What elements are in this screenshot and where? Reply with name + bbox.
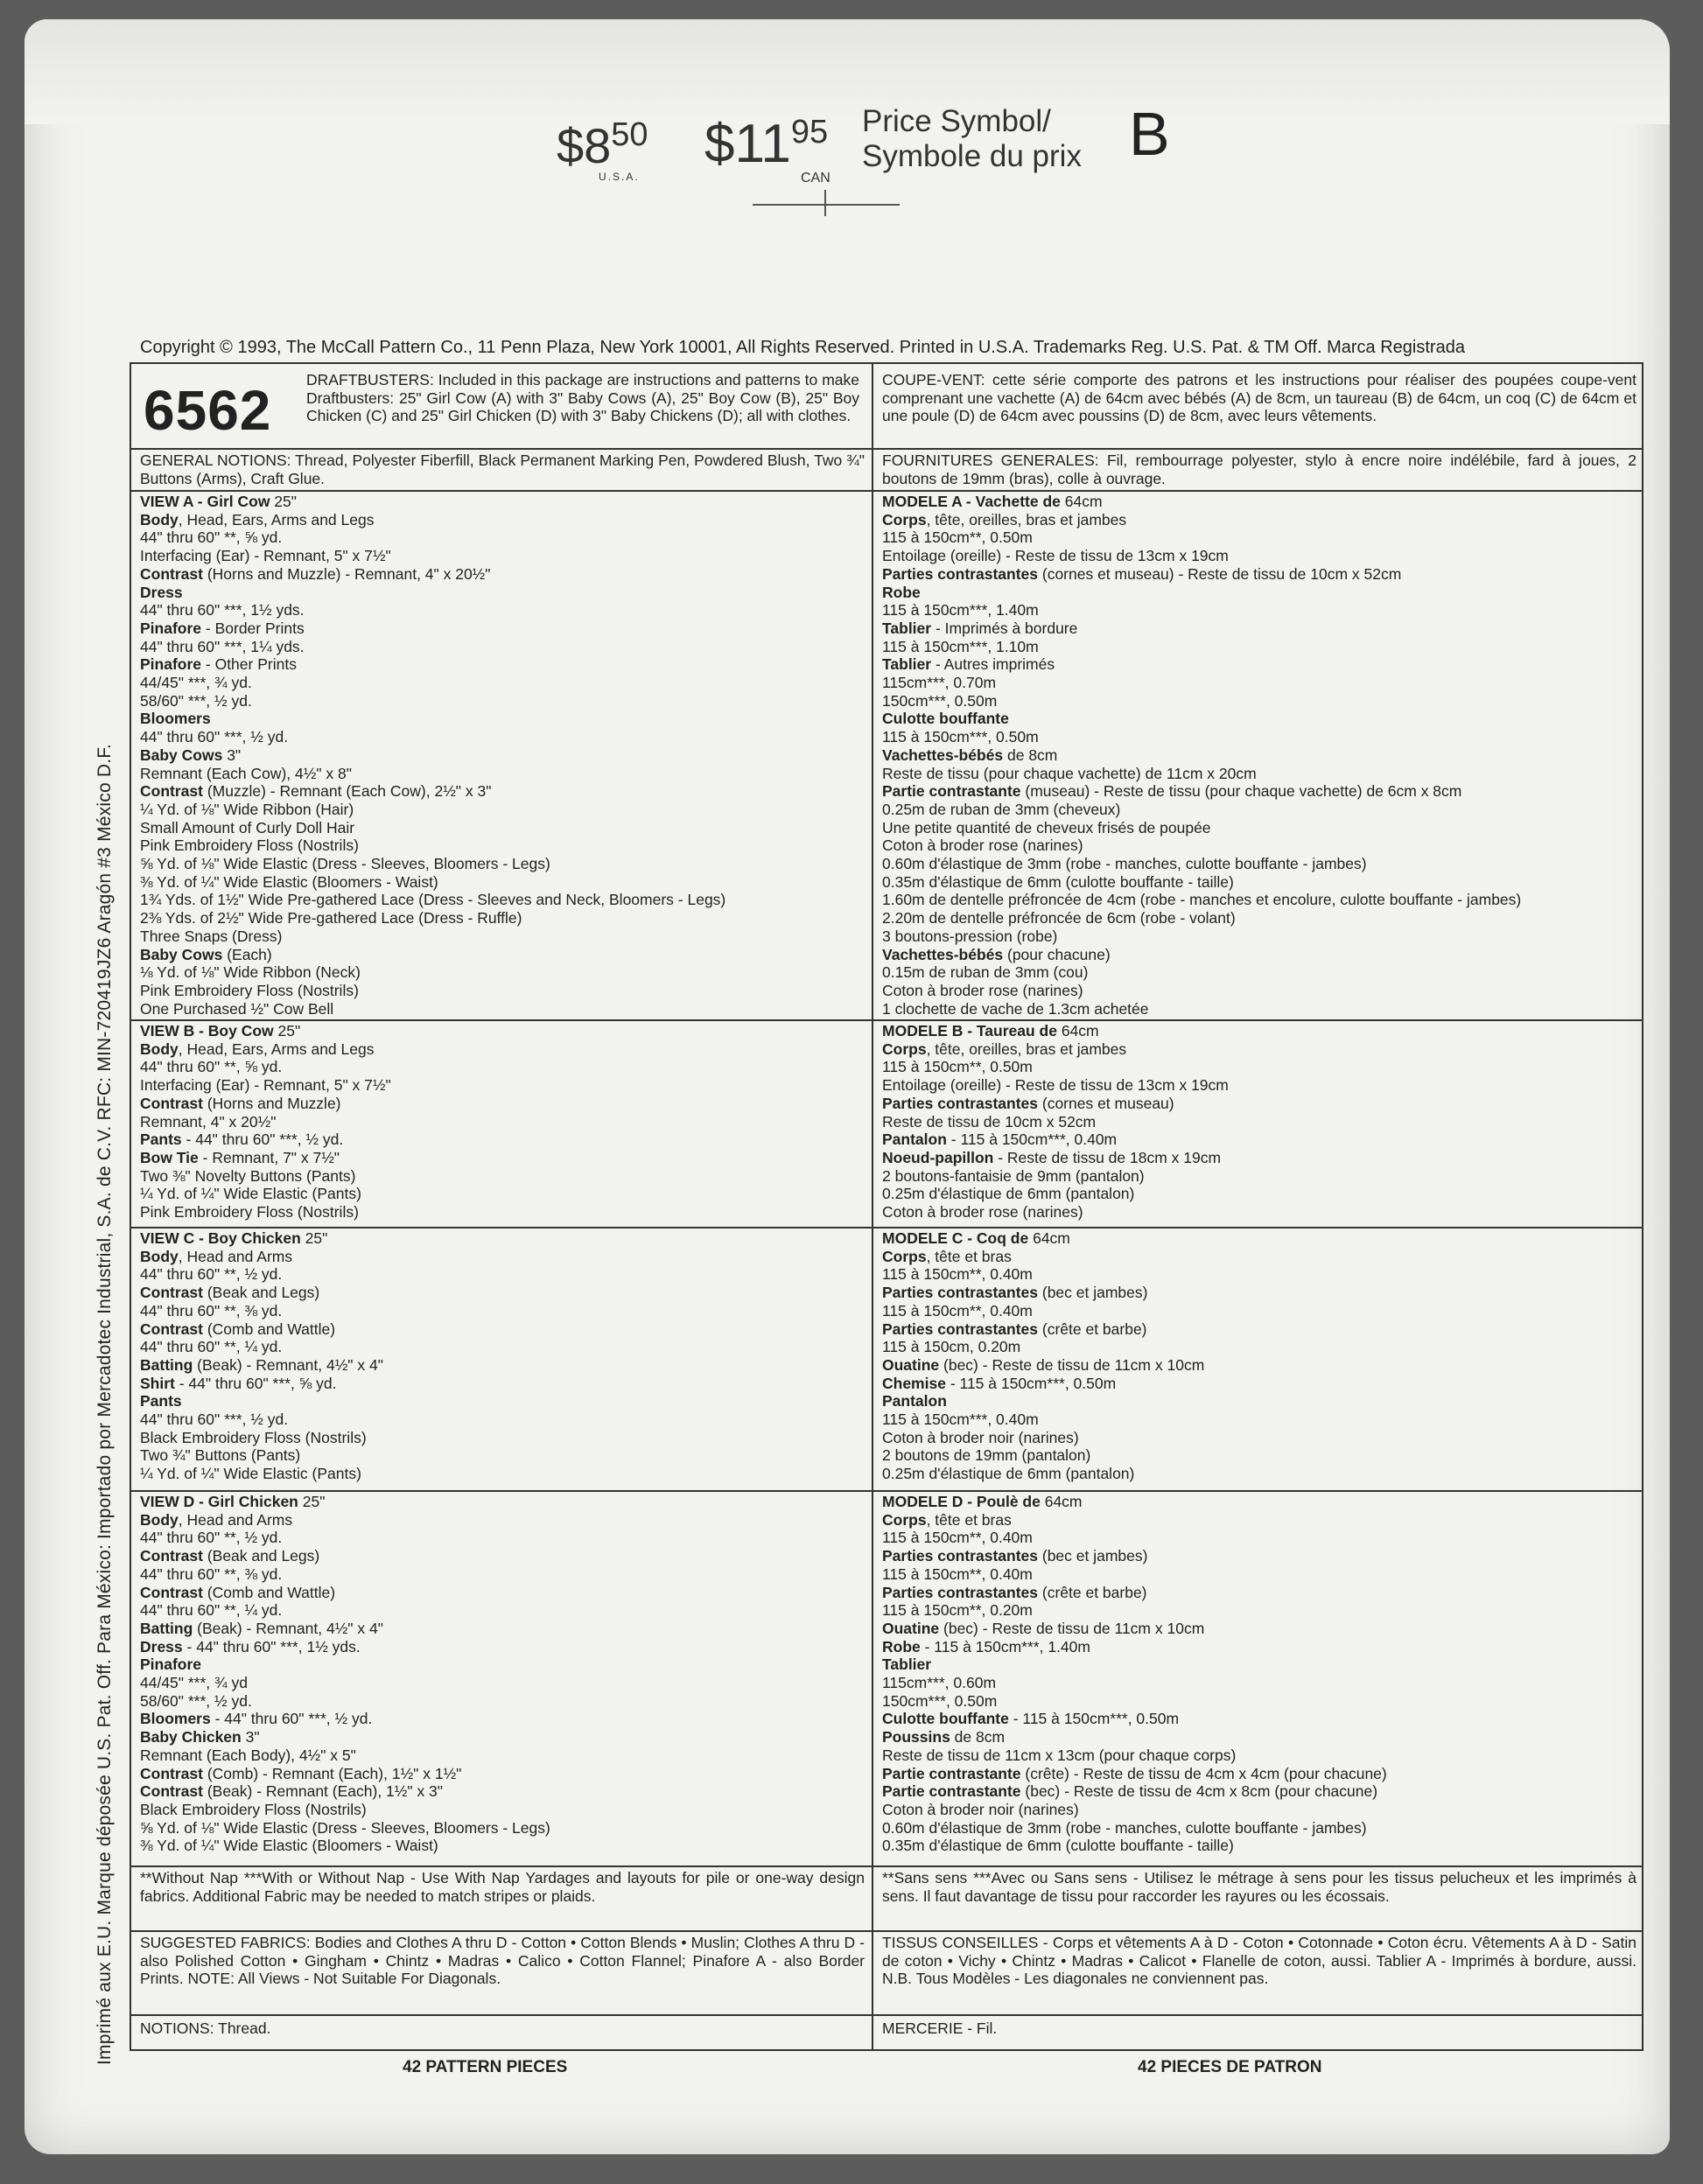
spec-line: 0.60m d'élastique de 3mm (robe - manches, culotte bouffante - jambes) <box>882 855 1367 873</box>
spec-line: Parties contrastantes (cornes et museau) <box>882 1094 1174 1112</box>
spec-line: Parties contrastantes (bec et jambes) <box>882 1284 1148 1302</box>
spec-line: Shirt - 44" thru 60" ***, ⅝ yd. <box>140 1374 337 1392</box>
fabrics-row <box>131 1934 1642 2011</box>
spec-line: Corps, tête, oreilles, bras et jambes <box>882 1040 1127 1058</box>
spec-line: Body, Head, Ears, Arms and Legs <box>140 510 375 528</box>
spec-line: Remnant (Each Cow), 4½" x 8" <box>140 764 352 782</box>
spec-line: Black Embroidery Floss (Nostrils) <box>140 1428 367 1446</box>
spec-line: Two ¾" Buttons (Pants) <box>140 1446 301 1465</box>
price-area <box>0 101 1703 197</box>
general-notions-english: GENERAL NOTIONS: Thread, Polyester Fiberfill, Black Permanent Marking Pen, Powdered Blush, Two ¾" Buttons (Arms), Craft Glue. <box>140 452 865 487</box>
price-symbol-label: Price Symbol/ Symbole du prix <box>862 104 1082 173</box>
spec-line: Pink Embroidery Floss (Nostrils) <box>140 1203 359 1222</box>
spec-line: Poussins de 8cm <box>882 1728 1006 1746</box>
view-d-english <box>140 1493 865 1855</box>
spec-line: Corps, tête et bras <box>882 1247 1012 1265</box>
spec-line: 1 clochette de vache de 1.3cm achetée <box>882 999 1149 1018</box>
spec-line: Pantalon - 115 à 150cm***, 0.40m <box>882 1130 1118 1149</box>
price-can-dollars: $11 <box>704 114 791 174</box>
notions-english: NOTIONS: Thread. <box>140 2020 271 2037</box>
spec-line: Vachettes-bébés de 8cm <box>882 746 1058 764</box>
spec-line: ¼ Yd. of ¼" Wide Elastic (Pants) <box>140 1185 361 1203</box>
intro-row <box>131 364 1642 448</box>
spec-line: ⅜ Yd. of ¼" Wide Elastic (Bloomers - Waist) <box>140 872 438 891</box>
price-usd-cents: 50 <box>611 116 648 153</box>
price-divider-tick <box>824 190 826 216</box>
spec-line: Robe <box>882 583 921 601</box>
spec-line: Body, Head and Arms <box>140 1510 293 1529</box>
spec-line: 115 à 150cm***, 0.50m <box>882 728 1039 746</box>
spec-line: Tablier - Imprimés à bordure <box>882 619 1078 637</box>
price-usd-dollars: $8 <box>557 118 612 173</box>
pattern-number: 6562 <box>144 379 272 442</box>
row-divider <box>131 1490 1642 1492</box>
spec-line: Interfacing (Ear) - Remnant, 5" x 7½" <box>140 1076 391 1095</box>
spec-line: 0.35m d'élastique de 6mm (culotte bouffante - taille) <box>882 1837 1234 1855</box>
view-a-french <box>882 493 1636 1018</box>
price-usd <box>557 116 648 183</box>
spec-line: 44" thru 60" **, ½ yd. <box>140 1265 283 1284</box>
notions-french: MERCERIE - Fil. <box>882 2020 998 2037</box>
spec-line: Three Snaps (Dress) <box>140 927 283 945</box>
price-can-label: CAN <box>801 171 830 186</box>
spec-line: Coton à broder rose (narines) <box>882 981 1083 999</box>
spec-line: Vachettes-bébés (pour chacune) <box>882 945 1111 963</box>
spec-line: Coton à broder noir (narines) <box>882 1800 1079 1818</box>
spec-line: 44" thru 60" **, ½ yd. <box>140 1529 283 1547</box>
spec-line: Body, Head and Arms <box>140 1247 293 1265</box>
view-d-row <box>131 1493 1642 1860</box>
general-notions-french: FOURNITURES GENERALES: Fil, rembourrage polyester, stylo à encre noire indélébile, fard à joues, 2 boutons de 19mm (bras), colle à ouvrage. <box>882 452 1636 487</box>
spec-line: 115cm***, 0.70m <box>882 674 997 692</box>
general-notions-row <box>131 452 1642 490</box>
price-divider <box>753 204 900 206</box>
suggested-fabrics-english: SUGGESTED FABRICS: Bodies and Clothes A thru D - Cotton • Cotton Blends • Muslin; Clothes A thru D - also Polished Cotton • Gingham • Chintz • Madras • Calico • Cotton Flannel; Pinafore A - also Border Prints. NOTE: All Views - Not Suitable For Diagonals. <box>140 1934 865 1988</box>
spec-line: ⅝ Yd. of ⅛" Wide Elastic (Dress - Sleeves, Bloomers - Legs) <box>140 1818 550 1837</box>
spec-line: 44" thru 60" ***, 1½ yds. <box>140 601 305 620</box>
spec-line: 150cm***, 0.50m <box>882 691 998 710</box>
spec-line: Pinafore - Other Prints <box>140 655 297 674</box>
spec-line: 2⅜ Yds. of 2½" Wide Pre-gathered Lace (Dress - Ruffle) <box>140 909 522 928</box>
spec-line: MODELE D - Poulè de 64cm <box>882 1493 1083 1510</box>
spec-line: 44" thru 60" **, ⅝ yd. <box>140 1058 283 1076</box>
spec-line: Parties contrastantes (bec et jambes) <box>882 1547 1148 1565</box>
spec-line: 44" thru 60" **, ⅜ yd. <box>140 1301 283 1320</box>
spec-line: 115 à 150cm**, 0.20m <box>882 1601 1033 1620</box>
spec-line: Reste de tissu de 11cm x 13cm (pour chaque corps) <box>882 1746 1237 1764</box>
spec-line: Parties contrastantes (crête et barbe) <box>882 1583 1147 1601</box>
spec-line: 0.25m d'élastique de 6mm (pantalon) <box>882 1465 1135 1483</box>
spec-line: Une petite quantité de cheveux frisés de poupée <box>882 818 1211 836</box>
spec-line: Culotte bouffante - 115 à 150cm***, 0.50m <box>882 1710 1180 1728</box>
spec-line: Partie contrastante (bec) - Reste de tissu de 4cm x 8cm (pour chacune) <box>882 1782 1378 1801</box>
import-sidebar-text: Imprimé aux E.U. Marque déposée U.S. Pat. Off. Para México: Importado por Mercadotec Industrial, S.A. de C.V. RFC: MIN-720419JZ6 Aragón #3 México D.F. <box>95 744 115 2065</box>
spec-line: Batting (Beak) - Remnant, 4½" x 4" <box>140 1619 383 1637</box>
spec-line: 44" thru 60" ***, 1¼ yds. <box>140 637 305 655</box>
spec-line: 0.25m d'élastique de 6mm (pantalon) <box>882 1185 1135 1203</box>
spec-line: VIEW C - Boy Chicken 25" <box>140 1229 328 1247</box>
spec-line: Dress - 44" thru 60" ***, 1½ yds. <box>140 1637 361 1656</box>
spec-line: 2 boutons-fantaisie de 9mm (pantalon) <box>882 1166 1145 1185</box>
view-b-row <box>131 1022 1642 1223</box>
spec-line: 44" thru 60" **, ⅝ yd. <box>140 528 283 547</box>
row-divider <box>131 1866 1642 1867</box>
spec-line: ⅜ Yd. of ¼" Wide Elastic (Bloomers - Waist) <box>140 1837 438 1855</box>
price-symbol-value: B <box>1129 100 1170 168</box>
nap-french: **Sans sens ***Avec ou Sans sens - Utilisez le métrage à sens pour les tissus pelucheux et les imprimés à sens. Il faut davantage de tissu pour raccorder les rayures ou les écossais. <box>882 1869 1636 1905</box>
spec-line: Chemise - 115 à 150cm***, 0.50m <box>882 1374 1117 1392</box>
spec-line: 44/45" ***, ¾ yd. <box>140 674 252 692</box>
spec-line: Batting (Beak) - Remnant, 4½" x 4" <box>140 1355 383 1374</box>
spec-line: Dress <box>140 583 183 601</box>
spec-line: 1¾ Yds. of 1½" Wide Pre-gathered Lace (Dress - Sleeves and Neck, Bloomers - Legs) <box>140 891 726 909</box>
spec-line: Two ⅜" Novelty Buttons (Pants) <box>140 1166 356 1185</box>
spec-line: 115 à 150cm**, 0.40m <box>882 1265 1033 1284</box>
row-divider <box>131 448 1642 450</box>
spec-line: ¼ Yd. of ⅛" Wide Ribbon (Hair) <box>140 800 354 818</box>
spec-line: Pink Embroidery Floss (Nostrils) <box>140 981 359 999</box>
copyright-line: Copyright © 1993, The McCall Pattern Co., 11 Penn Plaza, New York 10001, All Rights Reserved. Printed in U.S.A. Trademarks Reg. U.S. Pat. & TM Off. Marca Registrada <box>140 338 1465 357</box>
spec-line: 44" thru 60" **, ¼ yd. <box>140 1601 283 1620</box>
spec-line: Bow Tie - Remnant, 7" x 7½" <box>140 1148 340 1166</box>
spec-line: 44" thru 60" **, ⅜ yd. <box>140 1564 283 1583</box>
spec-line: ¼ Yd. of ¼" Wide Elastic (Pants) <box>140 1465 361 1483</box>
spec-line: Pants - 44" thru 60" ***, ½ yd. <box>140 1130 344 1149</box>
spec-line: Bloomers <box>140 710 211 728</box>
spec-line: Contrast (Beak) - Remnant (Each), 1½" x 3" <box>140 1782 444 1801</box>
view-d-french <box>882 1493 1636 1855</box>
spec-line: 115 à 150cm***, 1.10m <box>882 637 1039 655</box>
spec-line: Pinafore <box>140 1656 202 1674</box>
spec-line: Contrast (Muzzle) - Remnant (Each Cow), 2½" x 3" <box>140 782 492 801</box>
spec-line: Corps, tête, oreilles, bras et jambes <box>882 510 1127 528</box>
spec-line: Remnant (Each Body), 4½" x 5" <box>140 1746 356 1764</box>
spec-line: Contrast (Comb and Wattle) <box>140 1320 336 1338</box>
spec-line: MODELE C - Coq de 64cm <box>882 1229 1070 1247</box>
spec-line: 44/45" ***, ¾ yd <box>140 1674 248 1692</box>
pattern-pieces-french: 42 PIECES DE PATRON <box>1138 2058 1322 2076</box>
price-usd-label: U.S.A. <box>599 171 640 183</box>
spec-line: 115 à 150cm**, 0.40m <box>882 1301 1033 1320</box>
spec-line: Ouatine (bec) - Reste de tissu de 11cm x 10cm <box>882 1619 1205 1637</box>
spec-line: Baby Chicken 3" <box>140 1728 260 1746</box>
spec-line: 44" thru 60" ***, ½ yd. <box>140 1410 289 1429</box>
spec-line: Contrast (Beak and Legs) <box>140 1547 320 1565</box>
view-c-english <box>140 1229 865 1483</box>
spec-line: Coton à broder rose (narines) <box>882 836 1083 855</box>
spec-line: VIEW D - Girl Chicken 25" <box>140 1493 326 1510</box>
notions-bottom-row <box>131 2020 1642 2046</box>
intro-french: COUPE-VENT: cette série comporte des patrons et les instructions pour réaliser des poupées coupe-vent comprenant une vachette (A) de 64cm avec bébés (A) de 8cm, un taureau (B) de 64cm, un coq (C) de 64cm et une poule (D) de 64cm avec poussins (D) de 8cm, avec leurs vêtements. <box>882 371 1636 425</box>
spec-line: 2 boutons de 19mm (pantalon) <box>882 1446 1091 1465</box>
spec-line: Body, Head, Ears, Arms and Legs <box>140 1040 375 1058</box>
spec-line: Tablier <box>882 1656 932 1674</box>
spec-line: 0.60m d'élastique de 3mm (robe - manches, culotte bouffante - jambes) <box>882 1818 1367 1837</box>
spec-line: One Purchased ½" Cow Bell <box>140 999 334 1018</box>
view-b-english <box>140 1022 865 1222</box>
row-divider <box>131 490 1642 492</box>
spec-line: Pantalon <box>882 1392 947 1410</box>
price-can-cents: 95 <box>790 114 829 150</box>
spec-line: 58/60" ***, ½ yd. <box>140 691 252 710</box>
spec-line: Coton à broder noir (narines) <box>882 1428 1079 1446</box>
spec-line: ⅝ Yd. of ⅛" Wide Elastic (Dress - Sleeves, Bloomers - Legs) <box>140 855 550 873</box>
spec-line: 0.25m de ruban de 3mm (cheveux) <box>882 800 1121 818</box>
spec-line: Tablier - Autres imprimés <box>882 655 1055 674</box>
spec-line: Baby Cows (Each) <box>140 945 272 963</box>
spec-line: VIEW B - Boy Cow 25" <box>140 1022 301 1040</box>
spec-line: Bloomers - 44" thru 60" ***, ½ yd. <box>140 1710 373 1728</box>
pattern-info-table <box>130 362 1643 2051</box>
view-a-english <box>140 493 865 1018</box>
spec-line: 2.20m de dentelle préfroncée de 6cm (robe - volant) <box>882 909 1236 928</box>
spec-line: 115 à 150cm**, 0.50m <box>882 1058 1033 1076</box>
spec-line: Contrast (Comb) - Remnant (Each), 1½" x 1½" <box>140 1764 462 1782</box>
nap-english: **Without Nap ***With or Without Nap - Use With Nap Yardages and layouts for pile or one-way design fabrics. Additional Fabric may be needed to match stripes or plaids. <box>140 1869 865 1905</box>
spec-line: 115 à 150cm***, 0.40m <box>882 1410 1039 1429</box>
suggested-fabrics-french: TISSUS CONSEILLES - Corps et vêtements A à D - Coton • Cotonnade • Coton écru. Vêtements A à D - Satin de coton • Vichy • Chintz • Madras • Calicot • Flanelle de coton, aussi. Tablier A - Imprimés à bordure, aussi. N.B. Tous Modèles - Les diagonales ne conviennent pas. <box>882 1934 1636 1988</box>
view-a-row <box>131 493 1642 1018</box>
view-c-row <box>131 1229 1642 1488</box>
spec-line: Contrast (Comb and Wattle) <box>140 1583 336 1601</box>
pattern-pieces-english: 42 PATTERN PIECES <box>403 2058 568 2076</box>
spec-line: MODELE A - Vachette de 64cm <box>882 493 1103 510</box>
spec-line: Black Embroidery Floss (Nostrils) <box>140 1800 367 1818</box>
row-divider <box>131 1227 1642 1228</box>
spec-line: Reste de tissu (pour chaque vachette) de 11cm x 20cm <box>882 764 1257 782</box>
spec-line: Interfacing (Ear) - Remnant, 5" x 7½" <box>140 547 391 565</box>
spec-line: Contrast (Beak and Legs) <box>140 1284 320 1302</box>
view-b-french <box>882 1022 1636 1222</box>
spec-line: 44" thru 60" **, ¼ yd. <box>140 1338 283 1356</box>
spec-line: Contrast (Horns and Muzzle) <box>140 1094 341 1112</box>
spec-line: ⅛ Yd. of ⅛" Wide Ribbon (Neck) <box>140 963 361 982</box>
view-c-french <box>882 1229 1636 1483</box>
spec-line: 115 à 150cm**, 0.40m <box>882 1564 1033 1583</box>
spec-line: VIEW A - Girl Cow 25" <box>140 493 297 510</box>
spec-line: 0.35m d'élastique de 6mm (culotte bouffante - taille) <box>882 872 1234 891</box>
spec-line: Pink Embroidery Floss (Nostrils) <box>140 836 359 855</box>
spec-line: 58/60" ***, ½ yd. <box>140 1691 252 1710</box>
spec-line: Contrast (Horns and Muzzle) - Remnant, 4" x 20½" <box>140 564 491 583</box>
spec-line: Pants <box>140 1392 182 1410</box>
spec-line: 150cm***, 0.50m <box>882 1691 998 1710</box>
spec-line: 44" thru 60" ***, ½ yd. <box>140 728 289 746</box>
spec-line: Ouatine (bec) - Reste de tissu de 11cm x 10cm <box>882 1355 1205 1374</box>
row-divider <box>131 1930 1642 1932</box>
spec-line: Baby Cows 3" <box>140 746 242 764</box>
spec-line: Reste de tissu de 10cm x 52cm <box>882 1112 1097 1130</box>
spec-line: 1.60m de dentelle préfroncée de 4cm (robe - manches et encolure, culotte bouffante - jambes) <box>882 891 1522 909</box>
row-divider <box>131 1019 1642 1021</box>
spec-line: Corps, tête et bras <box>882 1510 1012 1529</box>
spec-line: Entoilage (oreille) - Reste de tissu de 13cm x 19cm <box>882 1076 1229 1095</box>
spec-line: Partie contrastante (crête) - Reste de tissu de 4cm x 4cm (pour chacune) <box>882 1764 1387 1782</box>
intro-english: DRAFTBUSTERS: Included in this package are instructions and patterns to make Draftbusters: 25" Girl Cow (A) with 3" Baby Cows (A), 25" Boy Cow (B), 25" Boy Chicken (C) and 25" Girl Chicken (D) with 3" Baby Chickens (D); all with clothes. <box>306 371 859 425</box>
spec-line: 115 à 150cm**, 0.50m <box>882 528 1033 547</box>
spec-line: Coton à broder rose (narines) <box>882 1203 1083 1222</box>
spec-line: Entoilage (oreille) - Reste de tissu de 13cm x 19cm <box>882 547 1229 565</box>
spec-line: Parties contrastantes (cornes et museau) - Reste de tissu de 10cm x 52cm <box>882 564 1402 583</box>
nap-row <box>131 1869 1642 1927</box>
spec-line: 115 à 150cm, 0.20m <box>882 1338 1021 1356</box>
row-divider <box>131 2014 1642 2016</box>
spec-line: Partie contrastante (museau) - Reste de tissu (pour chaque vachette) de 6cm x 8cm <box>882 782 1462 801</box>
spec-line: 0.15m de ruban de 3mm (cou) <box>882 963 1089 982</box>
price-can <box>704 113 830 186</box>
spec-line: MODELE B - Taureau de 64cm <box>882 1022 1099 1040</box>
spec-line: Remnant, 4" x 20½" <box>140 1112 277 1130</box>
spec-line: 115 à 150cm**, 0.40m <box>882 1529 1033 1547</box>
spec-line: Noeud-papillon - Reste de tissu de 18cm x 19cm <box>882 1148 1222 1166</box>
spec-line: 115cm***, 0.60m <box>882 1674 997 1692</box>
spec-line: Small Amount of Curly Doll Hair <box>140 818 355 836</box>
spec-line: Parties contrastantes (crête et barbe) <box>882 1320 1147 1338</box>
spec-line: 3 boutons-pression (robe) <box>882 927 1058 945</box>
spec-line: Robe - 115 à 150cm***, 1.40m <box>882 1637 1090 1656</box>
spec-line: Culotte bouffante <box>882 710 1009 728</box>
spec-line: Pinafore - Border Prints <box>140 619 305 637</box>
spec-line: 115 à 150cm***, 1.40m <box>882 601 1039 620</box>
